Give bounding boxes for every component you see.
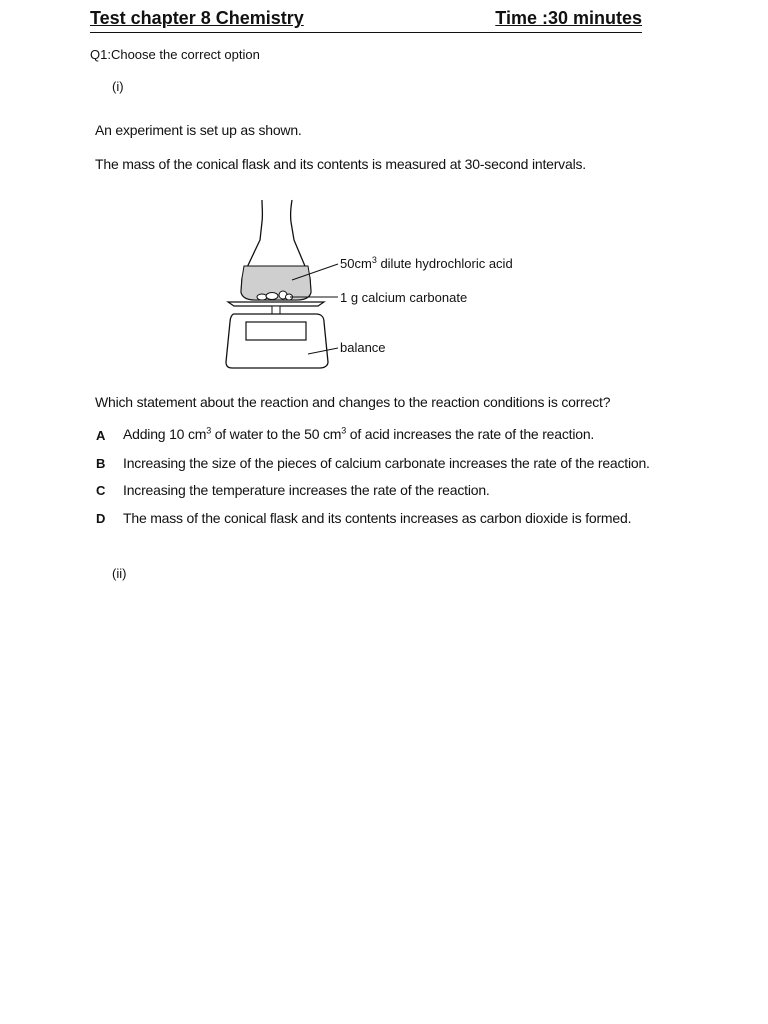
question-text: Which statement about the reaction and changes to the reaction conditions is correct?	[95, 394, 611, 410]
option-a-letter: A	[96, 428, 106, 443]
question-1-label: Q1:Choose the correct option	[90, 47, 260, 62]
page-header	[90, 6, 642, 33]
option-c-text: Increasing the temperature increases the rate of the reaction.	[123, 482, 490, 498]
acid-label: $50cm^3$ dilute hydrochloric acid	[340, 255, 513, 271]
part-i-label: (i)	[112, 79, 124, 94]
test-title: Test chapter 8 Chemistry	[90, 8, 304, 28]
option-a-text: Adding 10 $cm^3$ of water to the 50 $cm^3$ of acid increases the rate of the reaction.	[123, 425, 595, 442]
option-d-text: The mass of the conical flask and its contents increases as carbon dioxide is formed.	[123, 510, 632, 526]
balance-display	[246, 322, 306, 340]
balance-label: balance	[340, 340, 386, 355]
option-b-letter: B	[96, 456, 106, 471]
intro-line-1: An experiment is set up as shown.	[95, 122, 302, 138]
option-b-text: Increasing the size of the pieces of calcium carbonate increases the rate of the reaction.	[123, 455, 650, 471]
time-limit: Time :30 minutes	[495, 8, 642, 28]
option-d-letter: D	[96, 511, 106, 526]
part-ii-label: (ii)	[112, 566, 127, 581]
option-c-letter: C	[96, 483, 106, 498]
intro-line-2: The mass of the conical flask and its contents is measured at 30-second intervals.	[95, 156, 586, 172]
balance-pan	[228, 302, 324, 306]
carbonate-label: 1 g calcium carbonate	[340, 290, 468, 305]
experiment-diagram	[220, 196, 540, 372]
